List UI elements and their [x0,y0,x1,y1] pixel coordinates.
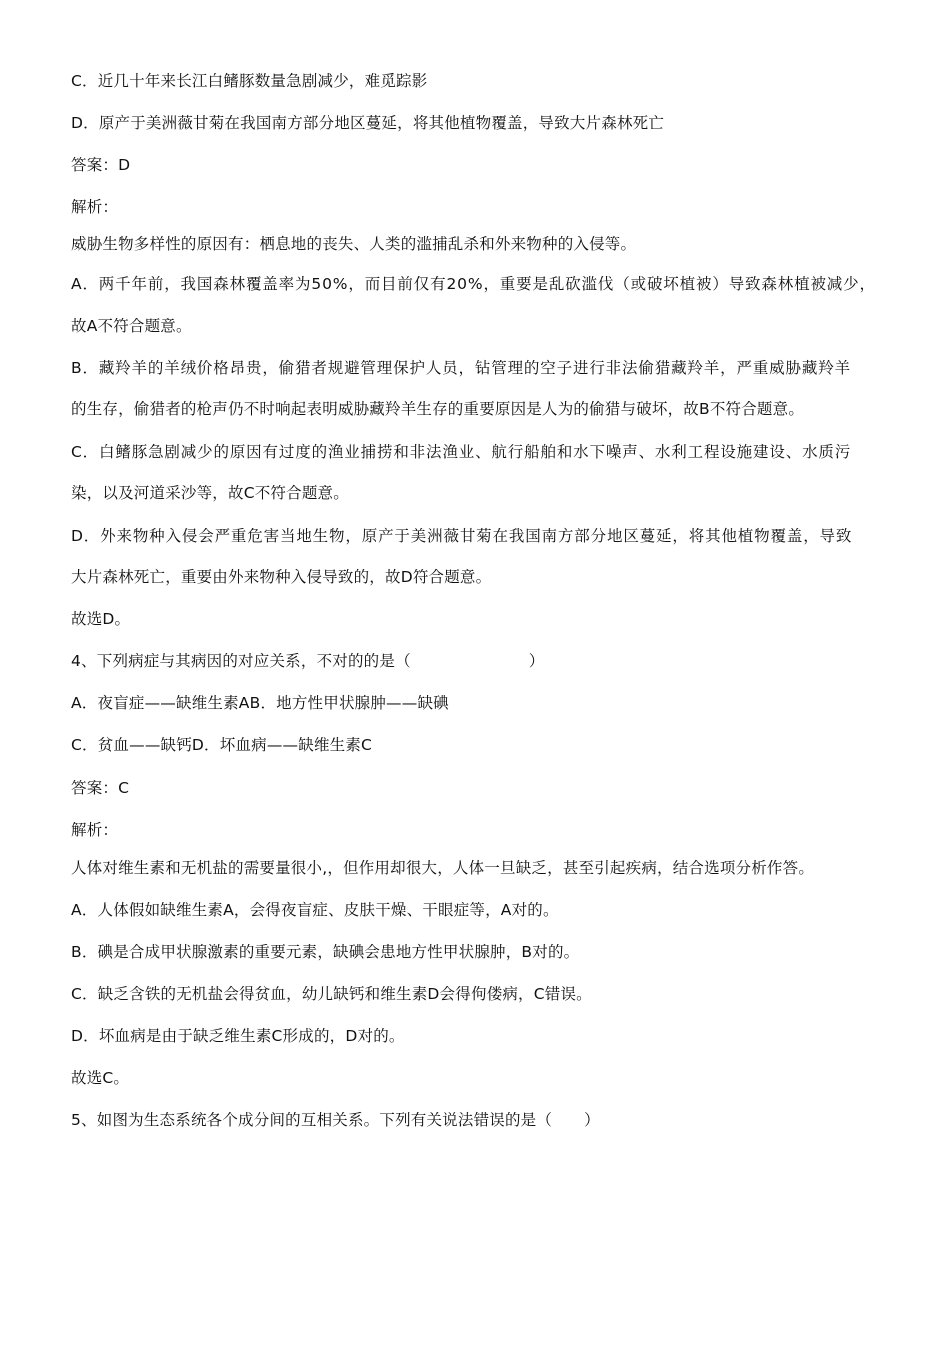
q4-analysis-b: B．碘是合成甲状腺激素的重要元素，缺碘会患地方性甲状腺肿，B对的。 [71,943,580,961]
q4-analysis-a: A．人体假如缺维生素A，会得夜盲症、皮肤干燥、干眼症等，A对的。 [71,901,559,919]
q3-analysis-label: 解析： [71,198,119,216]
q3-option-c: C．近几十年来长江白鳍豚数量急剧减少，难觅踪影 [71,72,428,90]
q4-analysis-c: C．缺乏含铁的无机盐会得贫血，幼儿缺钙和维生素D会得佝偻病，C错误。 [71,985,592,1003]
q4-conclusion: 故选C。 [71,1069,130,1087]
q4-stem-text: 4、下列病症与其病因的对应关系，不对的的是（ [71,652,411,670]
q3-answer: 答案：D [71,156,131,174]
q5-stem [71,1109,881,1131]
q3-analysis-d-line2: 大片森林死亡，重要由外来物种入侵导致的，故D符合题意。 [71,568,492,586]
q3-analysis-b-line2: 的生存，偷猎者的枪声仍不时响起表明威胁藏羚羊生存的重要原因是人为的偷猎与破坏，故B不符合题意。 [71,400,805,418]
q5-stem-close: ） [584,1111,600,1129]
q3-analysis-intro: 威胁生物多样性的原因有：栖息地的丧失、人类的滥捕乱杀和外来物种的入侵等。 [71,235,637,253]
q3-conclusion: 故选D。 [71,610,131,628]
q3-analysis-c-line2: 染，以及河道采沙等，故C不符合题意。 [71,484,349,502]
q3-analysis-b-line1: B．藏羚羊的羊绒价格昂贵，偷猎者规避管理保护人员，钻管理的空子进行非法偷猎藏羚羊，严重威胁藏羚羊 [71,359,851,377]
q3-analysis-a-line1: A．两千年前，我国森林覆盖率为50%，而目前仅有20%，重要是乱砍滥伐（或破坏植被）导致森林植被减少， [71,275,876,293]
q3-analysis-d-line1: D．外来物种入侵会严重危害当地生物，原产于美洲薇甘菊在我国南方部分地区蔓延，将其他植物覆盖，导致 [71,527,853,545]
q4-stem [71,650,881,672]
q4-analysis-intro: 人体对维生素和无机盐的需要量很小,，但作用却很大，人体一旦缺乏，甚至引起疾病，结合选项分析作答。 [71,859,815,877]
q4-analysis-label: 解析： [71,821,119,839]
q5-stem-text: 5、如图为生态系统各个成分间的互相关系。下列有关说法错误的是（ [71,1111,553,1129]
q4-answer: 答案：C [71,779,130,797]
q4-options-line1: A．夜盲症——缺维生素AB．地方性甲状腺肿——缺碘 [71,694,449,712]
q4-options-line2: C．贫血——缺钙D．坏血病——缺维生素C [71,736,373,754]
q3-option-d: D．原产于美洲薇甘菊在我国南方部分地区蔓延，将其他植物覆盖，导致大片森林死亡 [71,114,665,132]
q3-analysis-a-line2: 故A不符合题意。 [71,317,192,335]
q4-analysis-d: D．坏血病是由于缺乏维生素C形成的，D对的。 [71,1027,405,1045]
q3-analysis-c-line1: C．白鳍豚急剧减少的原因有过度的渔业捕捞和非法渔业、航行船舶和水下噪声、水利工程设施建设、水质污 [71,443,852,461]
q4-stem-close: ） [528,652,545,670]
